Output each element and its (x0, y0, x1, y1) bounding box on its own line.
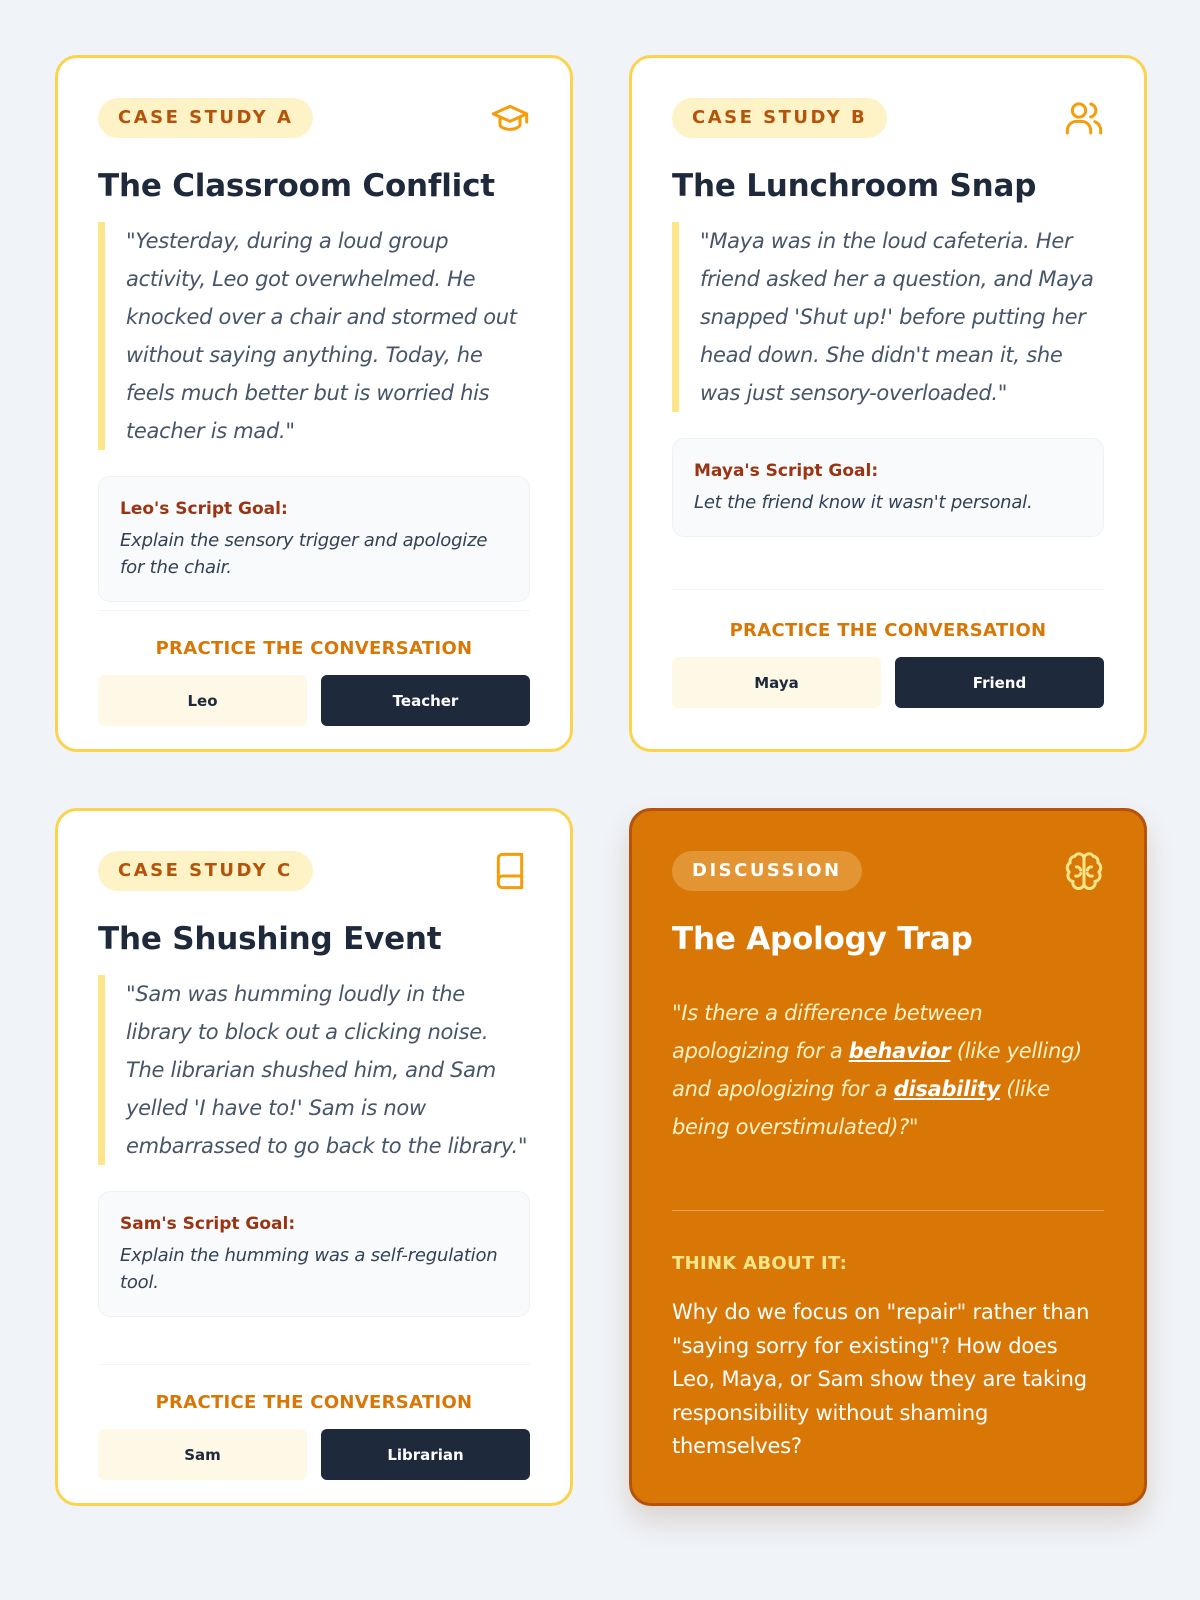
role-button-librarian[interactable]: Librarian (321, 1429, 530, 1480)
script-goal-text: Let the friend know it wasn't personal. (694, 492, 1033, 514)
practice-label: PRACTICE THE CONVERSATION (155, 1392, 473, 1413)
script-goal-label: Maya's Script Goal: (694, 461, 879, 482)
discussion-question (672, 994, 1104, 1146)
card-title: The Lunchroom Snap (672, 168, 1037, 204)
script-goal-box (98, 1191, 530, 1317)
role-buttons (98, 675, 530, 726)
think-about-it-label: THINK ABOUT IT: (672, 1253, 848, 1275)
practice-section (672, 589, 1104, 708)
think-about-it-text: Why do we focus on "repair" rather than "saying sorry for existing"? How does Leo, Maya, or Sam show they are taking responsibility without shaming themselves? (672, 1300, 1090, 1459)
role-button-teacher[interactable]: Teacher (321, 675, 530, 726)
scenario-quote: "Sam was humming loudly in the library to block out a clicking noise. The librarian shushed him, and Sam yelled 'I have to!' Sam is now embarrassed to go back to the library." (98, 975, 530, 1165)
discussion-badge: DISCUSSION (672, 851, 862, 891)
case-study-badge: CASE STUDY C (98, 851, 313, 891)
case-study-card-b (629, 55, 1147, 752)
role-button-leo[interactable]: Leo (98, 675, 307, 726)
role-buttons (672, 657, 1104, 708)
divider (672, 1210, 1104, 1211)
emphasis-disability: disability (893, 1077, 1001, 1102)
brain-icon (1064, 851, 1104, 891)
script-goal-label: Leo's Script Goal: (120, 499, 288, 520)
script-goal-box (98, 476, 530, 602)
practice-label: PRACTICE THE CONVERSATION (729, 620, 1047, 641)
practice-section (98, 1364, 530, 1480)
card-header (672, 851, 1104, 891)
question-text: (like yelling) and apologizing for a (672, 1039, 1082, 1102)
role-button-sam[interactable]: Sam (98, 1429, 307, 1480)
card-header (672, 98, 1104, 138)
practice-section (98, 610, 530, 726)
discussion-title: The Apology Trap (672, 921, 973, 957)
card-header (98, 98, 530, 138)
question-text: (like being overstimulated)?" (672, 1077, 1050, 1140)
users-icon (1064, 98, 1104, 138)
role-buttons (98, 1429, 530, 1480)
case-study-badge: CASE STUDY B (672, 98, 887, 138)
card-title: The Shushing Event (98, 921, 442, 957)
script-goal-label: Sam's Script Goal: (120, 1214, 296, 1235)
question-text: "Is there a difference between apologizing for a (672, 1001, 983, 1064)
scenario-quote: "Yesterday, during a loud group activity, Leo got overwhelmed. He knocked over a chair and stormed out without saying anything. Today, he feels much better but is worried his teacher is mad." (98, 222, 530, 450)
card-header (98, 851, 530, 891)
script-goal-text: Explain the humming was a self-regulation tool. (120, 1245, 498, 1294)
case-study-badge: CASE STUDY A (98, 98, 313, 138)
role-button-maya[interactable]: Maya (672, 657, 881, 708)
script-goal-text: Explain the sensory trigger and apologize for the chair. (120, 530, 488, 579)
script-goal-box (672, 438, 1104, 537)
discussion-card (629, 808, 1147, 1506)
emphasis-behavior: behavior (848, 1039, 951, 1064)
role-button-friend[interactable]: Friend (895, 657, 1104, 708)
practice-label: PRACTICE THE CONVERSATION (155, 638, 473, 659)
scenario-quote: "Maya was in the loud cafeteria. Her friend asked her a question, and Maya snapped 'Shut up!' before putting her head down. She didn't mean it, she was just sensory-overloaded." (672, 222, 1104, 412)
case-study-card-a (55, 55, 573, 752)
graduation-cap-icon (490, 98, 530, 138)
case-study-card-c (55, 808, 573, 1506)
card-title: The Classroom Conflict (98, 168, 495, 204)
book-icon (490, 851, 530, 891)
